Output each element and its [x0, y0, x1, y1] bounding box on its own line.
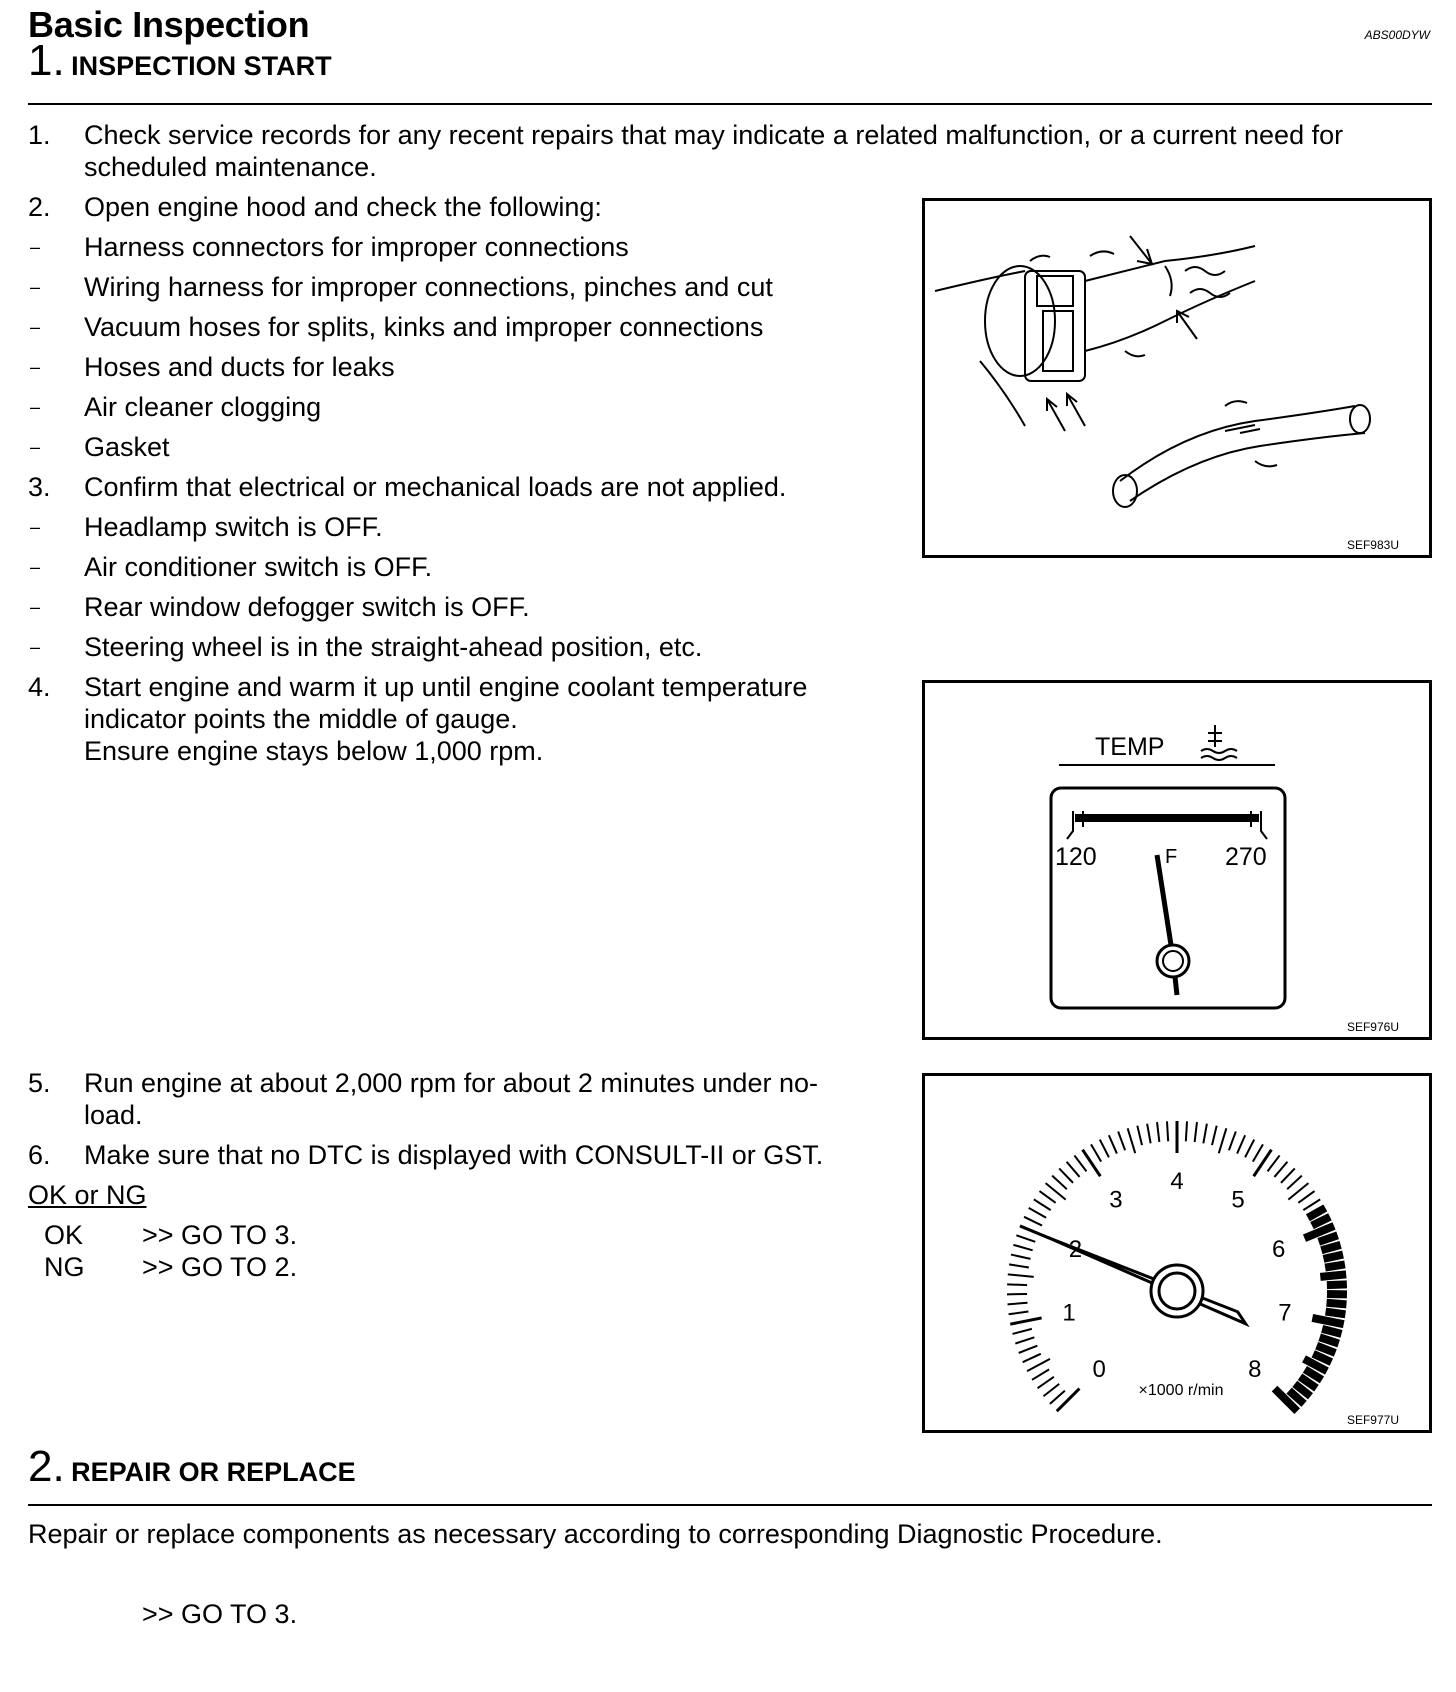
tick-mark [1245, 1140, 1254, 1158]
tick-mark [1024, 1217, 1042, 1226]
tachometer-hub [1159, 1273, 1195, 1309]
tick-mark [1128, 1128, 1136, 1153]
tick-mark [1019, 1346, 1038, 1353]
tick-mark [1322, 1329, 1341, 1334]
step-5-text-cont: load. [84, 1100, 143, 1130]
result-ok-code: OK [44, 1220, 84, 1250]
tick-label: 8 [1248, 1355, 1262, 1383]
tick-mark [1009, 1312, 1029, 1315]
tick-label: 4 [1170, 1168, 1184, 1195]
tick-mark [1011, 1255, 1031, 1259]
step-1-text: Check service records for any recent repairs that may indicate a related malfunction, or a current need for [84, 120, 1344, 150]
tick-mark [1008, 1303, 1028, 1305]
tick-mark [1287, 1176, 1302, 1190]
figure-tachometer [922, 1073, 1432, 1433]
tick-mark [1203, 1124, 1207, 1144]
tick-label: 2 [1068, 1235, 1083, 1263]
section-1-number: 1. [28, 36, 65, 85]
tick-mark [1039, 1191, 1055, 1203]
tick-mark [1320, 1274, 1346, 1277]
tick-label: 3 [1109, 1186, 1123, 1214]
tick-mark [1013, 1329, 1032, 1334]
tick-mark [1326, 1312, 1346, 1315]
tick-mark [1254, 1150, 1272, 1177]
tick-mark [1043, 1384, 1059, 1396]
section-2-rule [28, 1504, 1432, 1506]
temp-gauge-unit: F [1165, 846, 1178, 868]
figure-2-code: SEF976U [1346, 1020, 1399, 1034]
tick-mark [1067, 1162, 1080, 1177]
tachometer-unit: ×1000 r/min [1138, 1382, 1224, 1399]
result-ng-code: NG [44, 1252, 85, 1282]
step-4-text-cont2: Ensure engine stays below 1,000 rpm. [84, 736, 544, 766]
tick-mark [1016, 1235, 1035, 1242]
figure-3-code: SEF977U [1346, 1413, 1399, 1427]
tick-mark [1319, 1235, 1338, 1242]
section-2-text: Repair or replace components as necessary according to corresponding Diagnostic Procedure. [28, 1519, 1163, 1549]
tick-mark [1327, 1284, 1347, 1285]
tick-mark [1020, 1226, 1050, 1238]
tick-mark [1013, 1245, 1032, 1250]
temp-gauge-max: 270 [1225, 843, 1267, 871]
tick-mark [1281, 1168, 1295, 1182]
step-1-number: 1. [28, 120, 51, 150]
tick-label: 6 [1271, 1235, 1286, 1263]
tick-mark [1091, 1144, 1101, 1161]
tick-mark [1009, 1264, 1029, 1267]
figure-hose-inspection [922, 198, 1432, 558]
tick-mark [1229, 1132, 1236, 1151]
tick-mark [1268, 1155, 1280, 1171]
page-title: Basic Inspection [28, 4, 310, 45]
step-6-text: Make sure that no DTC is displayed with CONSULT-II or GST. [84, 1140, 824, 1170]
section-1-heading [28, 36, 332, 86]
tick-mark [1032, 1369, 1049, 1379]
tick-mark [1052, 1176, 1067, 1190]
tick-mark [1083, 1150, 1101, 1177]
section-2-heading [28, 1442, 356, 1492]
step-4-text: Start engine and warm it up until engine coolant temperature [84, 672, 808, 702]
step-3-number: 3. [28, 472, 51, 502]
tick-mark [1253, 1144, 1263, 1161]
step-6-number: 6. [28, 1140, 51, 1170]
tick-mark [1074, 1155, 1086, 1171]
figure-temp-gauge [922, 680, 1432, 1040]
step-4-number: 4. [28, 672, 51, 702]
step-5-text: Run engine at about 2,000 rpm for about 2 minutes under no- [84, 1068, 818, 1098]
tick-mark [1038, 1377, 1054, 1388]
result-ng-action: >> GO TO 2. [142, 1252, 298, 1282]
tick-mark [1186, 1121, 1187, 1141]
section-1-rule [28, 103, 1432, 105]
step-3-text: Confirm that electrical or mechanical loads are not applied. [84, 472, 787, 502]
tick-label: 7 [1278, 1299, 1292, 1327]
tick-mark [1157, 1122, 1159, 1142]
result-label: OK or NG [28, 1180, 147, 1210]
tick-mark [1010, 1318, 1041, 1324]
tick-mark [1109, 1135, 1117, 1153]
section-2-action: >> GO TO 3. [142, 1599, 298, 1629]
tick-mark [1320, 1337, 1339, 1343]
tick-mark [1008, 1274, 1034, 1277]
tachometer-illustration [925, 1076, 1429, 1430]
tick-mark [1118, 1132, 1125, 1151]
tick-mark [1023, 1354, 1041, 1362]
tick-mark [1059, 1168, 1073, 1182]
step-5-number: 5. [28, 1068, 51, 1098]
tick-mark [1212, 1126, 1217, 1145]
tick-label: 5 [1231, 1186, 1245, 1214]
step-2-number: 2. [28, 192, 51, 222]
tick-mark [1312, 1318, 1343, 1324]
tick-mark [1219, 1128, 1227, 1153]
tick-mark [1147, 1124, 1151, 1144]
tick-mark [1325, 1264, 1345, 1267]
step-4-text-cont: indicator points the middle of gauge. [84, 704, 518, 734]
tick-mark [1029, 1208, 1046, 1218]
tick-mark [1298, 1191, 1314, 1203]
tick-mark [1027, 1359, 1050, 1371]
tick-mark [1050, 1391, 1065, 1404]
figure-1-code: SEF983U [1346, 538, 1399, 552]
tachometer-needle [1048, 1237, 1246, 1323]
result-ok-action: >> GO TO 3. [142, 1220, 298, 1250]
section-1-title: INSPECTION START [71, 51, 332, 81]
tick-label: 0 [1092, 1355, 1106, 1383]
step-2-text: Open engine hood and check the following: [84, 192, 602, 222]
tick-mark [1167, 1121, 1168, 1141]
tick-mark [1034, 1199, 1051, 1210]
document-code: ABS00DYW [1364, 28, 1430, 42]
tick-mark [1100, 1140, 1109, 1158]
tick-mark [1015, 1337, 1034, 1343]
section-2-number: 2. [28, 1442, 65, 1491]
tick-mark [1137, 1126, 1142, 1145]
tick-mark [1321, 1245, 1340, 1250]
section-2-title: REPAIR OR REPLACE [71, 1457, 356, 1487]
temp-gauge-label: TEMP [1095, 733, 1165, 761]
tick-label: 1 [1062, 1299, 1076, 1327]
tick-mark [1324, 1255, 1344, 1259]
tick-mark [1195, 1122, 1197, 1142]
temp-gauge-min: 120 [1055, 843, 1097, 871]
step-1-text-cont: scheduled maintenance. [84, 152, 377, 182]
hose-illustration [925, 201, 1429, 555]
tick-mark [1327, 1303, 1347, 1305]
temp-gauge-illustration [925, 683, 1429, 1037]
tick-mark [1007, 1284, 1027, 1285]
tick-mark [1237, 1135, 1245, 1153]
tick-mark [1274, 1162, 1287, 1177]
tick-mark [1317, 1346, 1336, 1353]
tick-mark [1057, 1389, 1080, 1412]
